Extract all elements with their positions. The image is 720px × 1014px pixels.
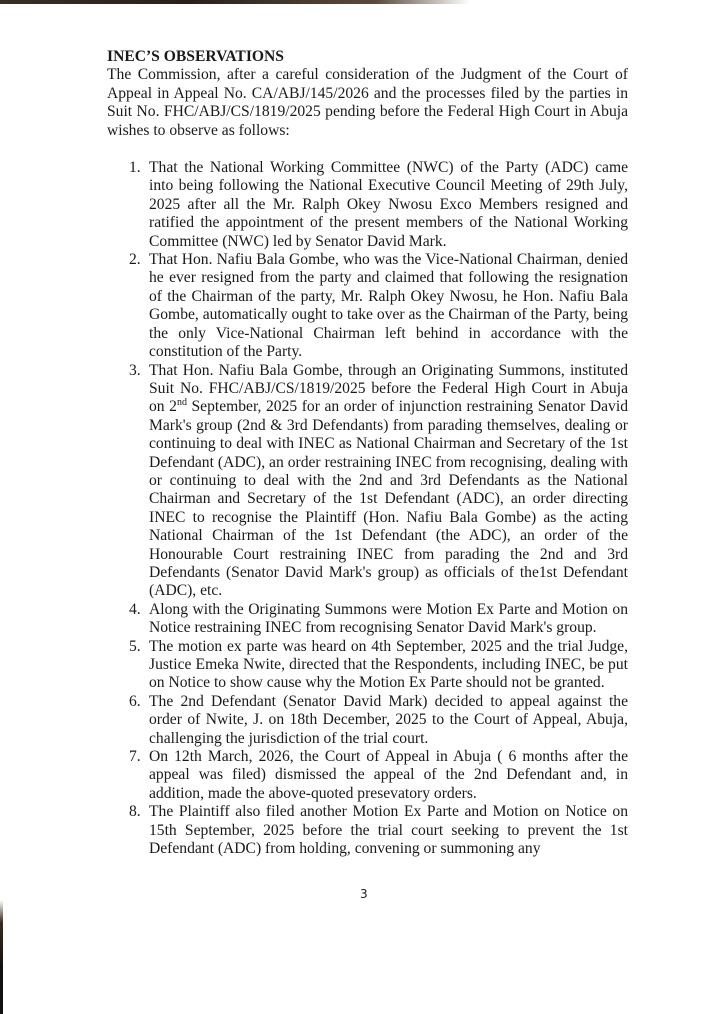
item-text: The motion ex parte was heard on 4th September, 2025 and the trial Judge, Justice Emeka Nwite, directed that the Respondents, including INEC, be put on Notice to show cause why the Motion Ex Parte should not be granted. xyxy=(149,637,628,692)
observation-item xyxy=(107,362,628,601)
section-heading: INEC’S OBSERVATIONS xyxy=(107,48,284,65)
item-number: 2. xyxy=(129,251,141,269)
observation-item xyxy=(107,638,628,693)
ordinal-superscript: nd xyxy=(176,397,187,409)
item-text: The 2nd Defendant (Senator David Mark) decided to appeal against the order of Nwite, J. on 18th December, 2025 to the Court of Appeal, Abuja, challenging the jurisdiction of the trial court. xyxy=(149,692,628,747)
scan-top-edge-shadow xyxy=(0,0,470,4)
item-text: The Plaintiff also filed another Motion Ex Parte and Motion on Notice on 15th September, 2025 before the trial court seeking to prevent the 1st Defendant (ADC) from holding, convening or summoning any xyxy=(149,803,628,858)
item-text-part: That Hon. Nafiu Bala Gombe, through an Originating Summons, instituted Suit No. FHC/ABJ/CS/1819/2025 before the Federal High Court in Abuja on 2 xyxy=(149,361,628,416)
item-text-part: September, 2025 for an order of injunction restraining Senator David Mark's group (2nd & 3rd Defendants) from parading themselves, dealing or continuing to deal with INEC as National Chairman and Secretary of the 1st Defendant (ADC), an order restraining INEC from recognising, dealing with or continuing to deal with the 2nd and 3rd Defendants as the National Chairman and Secretary of the 1st Defendant (ADC), an order directing INEC to recognise the Plaintiff (Hon. Nafiu Bala Gombe) as the acting National Chairman of the 1st Defendant (the ADC), an order of the Honourable Court restraining INEC from parading the 2nd and 3rd Defendants (Senator David Mark's group) as officials of the1st Defendant (ADC), etc. xyxy=(149,398,628,600)
observation-item xyxy=(107,251,628,361)
item-text: Along with the Originating Summons were Motion Ex Parte and Motion on Notice restraining INEC from recognising Senator David Mark's group. xyxy=(149,600,628,637)
observation-item xyxy=(107,803,628,858)
item-number: 6. xyxy=(129,692,141,710)
observation-item xyxy=(107,159,628,251)
item-number: 5. xyxy=(129,637,141,655)
scan-left-edge-shadow xyxy=(0,900,3,1014)
observations-list xyxy=(107,159,628,858)
page-number: 3 xyxy=(360,887,368,901)
item-number: 8. xyxy=(129,803,141,821)
observation-item xyxy=(107,601,628,638)
item-text xyxy=(149,362,628,600)
intro-paragraph: The Commission, after a careful consideration of the Judgment of the Court of Appeal in Appeal No. CA/ABJ/145/2026 and the processes filed by the parties in Suit No. FHC/ABJ/CS/1819/2025 pending before the Federal High Court in Abuja wishes to observe as follows: xyxy=(107,66,628,139)
document-page xyxy=(107,48,628,858)
item-text: That Hon. Nafiu Bala Gombe, who was the Vice-National Chairman, denied he ever resigned from the party and claimed that following the resignation of the Chairman of the party, Mr. Ralph Okey Nwosu, he Hon. Nafiu Bala Gombe, automatically ought to take over as the Chairman of the Party, being the only Vice-National Chairman left behind in accordance with the constitution of the Party. xyxy=(149,251,628,361)
item-number: 3. xyxy=(129,361,141,379)
observation-item xyxy=(107,748,628,803)
item-number: 7. xyxy=(129,748,141,766)
item-text: That the National Working Committee (NWC) of the Party (ADC) came into being following the National Executive Council Meeting of 29th July, 2025 after all the Mr. Ralph Okey Nwosu Exco Members resigned and ratified the appointment of the present members of the National Working Committee (NWC) led by Senator David Mark. xyxy=(149,159,628,250)
item-number: 1. xyxy=(129,159,141,177)
item-number: 4. xyxy=(129,600,141,618)
observation-item xyxy=(107,693,628,748)
item-text: On 12th March, 2026, the Court of Appeal in Abuja ( 6 months after the appeal was filed) dismissed the appeal of the 2nd Defendant and, in addition, made the above-quoted presevatory orders. xyxy=(149,748,628,802)
